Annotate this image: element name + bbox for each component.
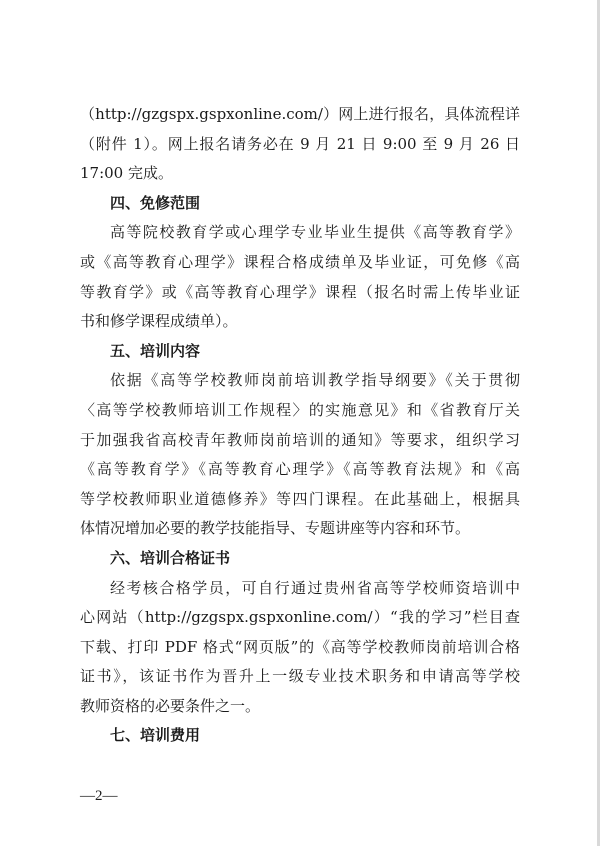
paragraph-line: 下载、打印 PDF 格式“网页版”的《高等学校教师岗前培训合格 [80, 637, 520, 656]
paragraph-line: 于加强我省高校青年教师岗前培训的通知》等要求，组织学习 [80, 430, 520, 449]
paragraph-line: 书和修学课程成绩单）。 [80, 312, 238, 331]
section-heading-fees: 七、培训费用 [110, 726, 201, 745]
document-body [80, 100, 520, 751]
paragraph-line: 教师资格的必要条件之一。 [80, 696, 261, 715]
section-heading-exemption: 四、免修范围 [110, 193, 201, 212]
paragraph-line: 或《高等教育心理学》课程合格成绩单及毕业证，可免修《高 [80, 252, 520, 271]
paragraph-line: 体情况增加必要的教学技能指导、专题讲座等内容和环节。 [80, 519, 471, 538]
paragraph-line: 证书》，该证书作为晋升上一级专业技术职务和申请高等学校 [80, 667, 520, 686]
section-heading-content: 五、培训内容 [110, 341, 201, 360]
paragraph-line: 《高等教育学》《高等教育心理学》《高等教育法规》和《高 [80, 460, 520, 479]
paragraph-line: 依据《高等学校教师岗前培训教学指导纲要》《关于贯彻 [110, 371, 520, 390]
paragraph-line: 等教育学》或《高等教育心理学》课程（报名时需上传毕业证 [80, 282, 520, 301]
paragraph-line: 心网站（http://gzgspx.gspxonline.com/）“我的学习”栏目查 [80, 608, 520, 627]
paragraph-line: 经考核合格学员，可自行通过贵州省高等学校师资培训中 [110, 578, 520, 597]
paragraph-line: 〈高等学校教师培训工作规程〉的实施意见》和《省教育厅关 [80, 400, 520, 419]
paragraph-line: 高等院校教育学或心理学专业毕业生提供《高等教育学》 [110, 223, 520, 242]
paragraph-line: （附件 1）。网上报名请务必在 9 月 21 日 9:00 至 9 月 26 日 [80, 134, 520, 153]
paragraph-line: 17:00 完成。 [80, 164, 173, 183]
paragraph-line: 等学校教师职业道德修养》等四门课程。在此基础上，根据具 [80, 489, 520, 508]
section-heading-certificate: 六、培训合格证书 [110, 548, 231, 567]
page-number: —2— [80, 788, 118, 804]
paragraph-line: （http://gzgspx.gspxonline.com/）网上进行报名，具体流程详 [80, 105, 520, 123]
